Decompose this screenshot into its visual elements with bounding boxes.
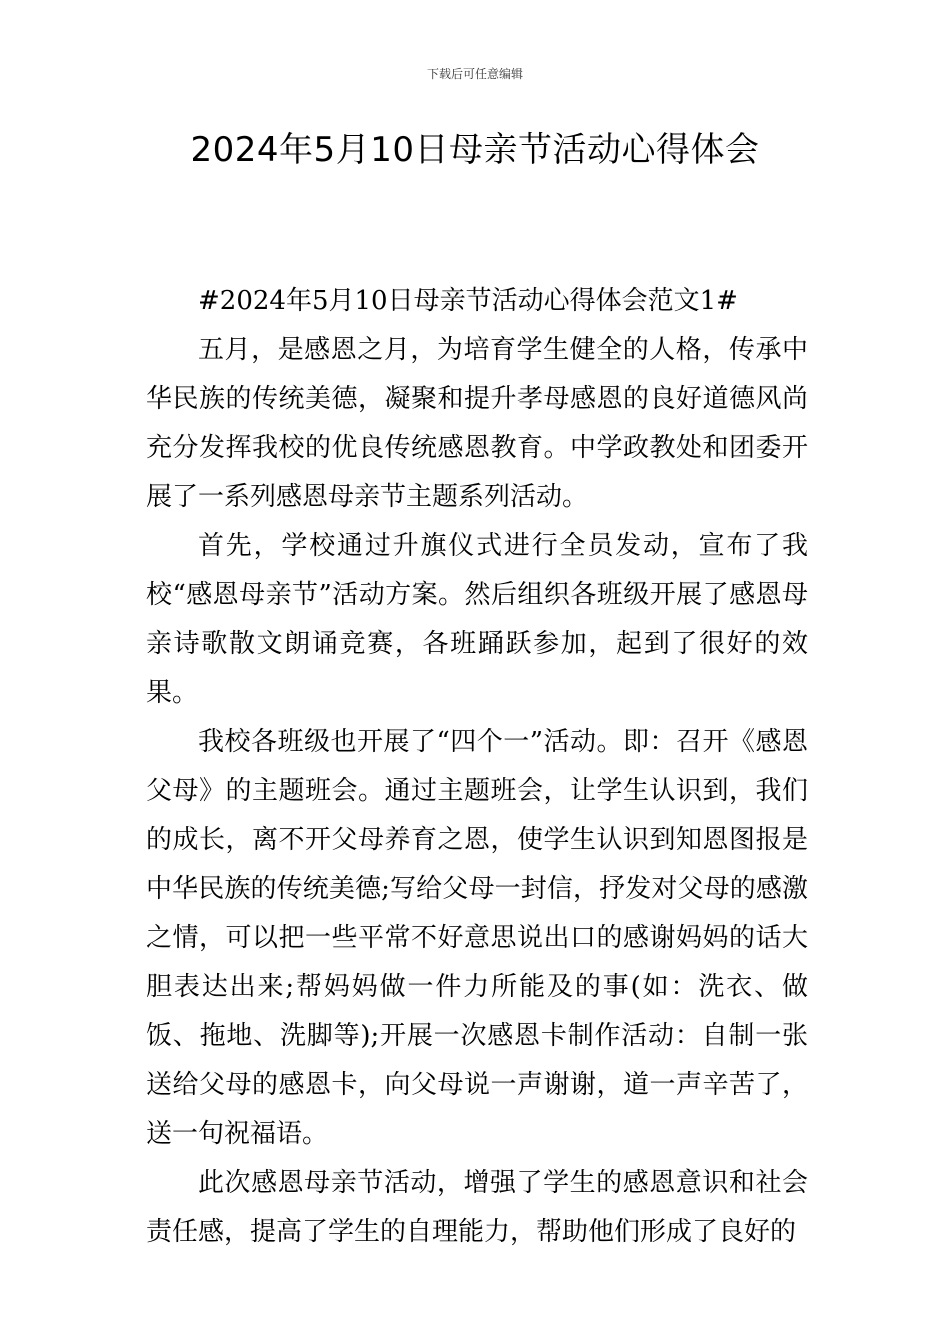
paragraph: 五月，是感恩之月，为培育学生健全的人格，传承中华民族的传统美德，凝聚和提升孝母感恩的良好道德风尚充分发挥我校的优良传统感恩教育。中学政教处和团委开展了一系列感恩母亲节主题系列活动。 — [146, 335, 808, 512]
paragraph: 我校各班级也开展了“四个一”活动。即：召开《感恩父母》的主题班会。通过主题班会，让学生认识到，我们的成长，离不开父母养育之恩，使学生认识到知恩图报是中华民族的传统美德;写给父母一封信，抒发对父母的感激之情，可以把一些平常不好意思说出口的感谢妈妈的话大胆表达出来;帮妈妈做一件力所能及的事(如：洗衣、做饭、拖地、洗脚等);开展一次感恩卡制作活动：自制一张送给父母的感恩卡，向父母说一声谢谢，道一声辛苦了，送一句祝福语。 — [146, 727, 808, 1149]
paragraph: 首先，学校通过升旗仪式进行全员发动，宣布了我校“感恩母亲节”活动方案。然后组织各班级开展了感恩母亲诗歌散文朗诵竞赛，各班踊跃参加，起到了很好的效果。 — [146, 531, 808, 708]
header-note: 下载后可任意编辑 — [426, 67, 523, 81]
document-title: 2024年5月10日母亲节活动心得体会 — [190, 130, 760, 170]
section-heading: #2024年5月10日母亲节活动心得体会范文1# — [198, 286, 738, 316]
document-body — [146, 277, 808, 1257]
paragraph: 此次感恩母亲节活动，增强了学生的感恩意识和社会责任感，提高了学生的自理能力，帮助他们形成了良好的 — [146, 1168, 808, 1247]
